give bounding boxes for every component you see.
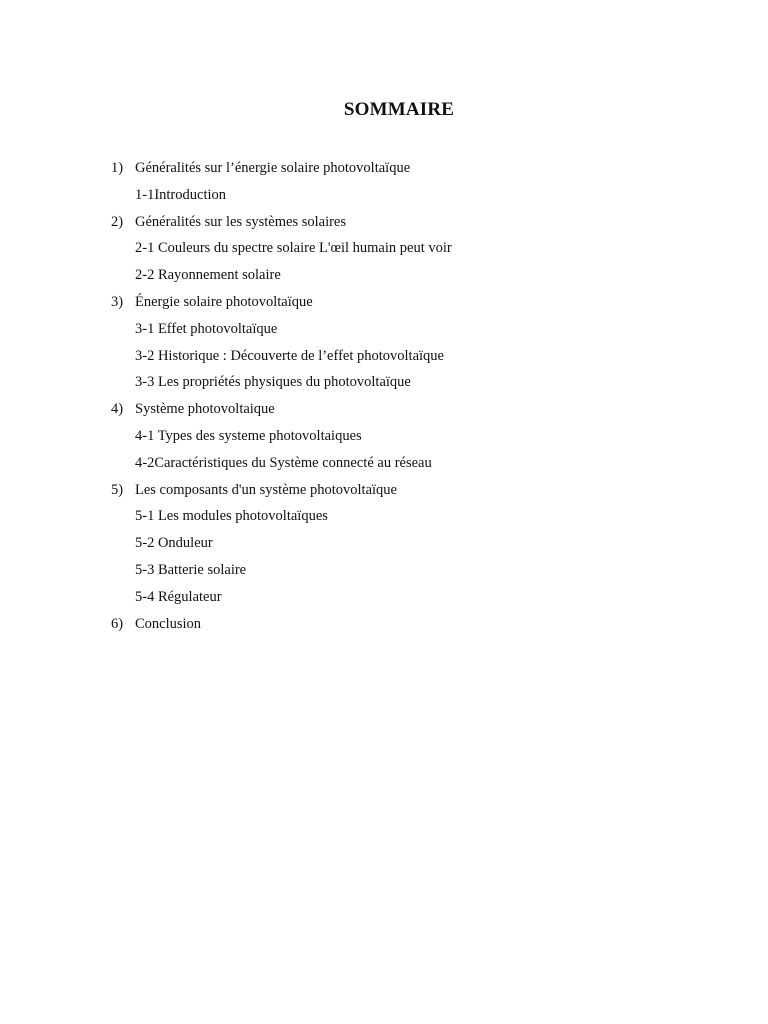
toc-subsection-title: 2-1 Couleurs du spectre solaire L'œil humain peut voir bbox=[135, 240, 452, 257]
toc-section-number: 6) bbox=[111, 615, 124, 632]
toc-section-title: Généralités sur les systèmes solaires bbox=[135, 213, 347, 230]
toc-section-number: 3) bbox=[111, 293, 124, 310]
toc-section-title: Système photovoltaique bbox=[135, 401, 275, 418]
toc-section-number: 1) bbox=[111, 160, 124, 176]
page-title: SOMMAIRE bbox=[343, 99, 455, 120]
toc-section-number: 4) bbox=[111, 401, 124, 418]
toc-subsection-title: 5-1 Les modules photovoltaïques bbox=[135, 508, 328, 525]
toc-subsection-title: 4-2Caractéristiques du Système connecté au réseau bbox=[135, 454, 432, 471]
toc-section-title: Énergie solaire photovoltaïque bbox=[135, 293, 313, 310]
toc-subsection-title: 3-1 Effet photovoltaïque bbox=[135, 320, 278, 337]
toc-subsection-title: 5-4 Régulateur bbox=[135, 588, 222, 605]
toc-section-number: 2) bbox=[111, 213, 124, 230]
toc-subsection-title: 3-3 Les propriétés physiques du photovoltaïque bbox=[135, 374, 411, 391]
toc-subsection-title: 5-3 Batterie solaire bbox=[135, 561, 247, 578]
toc-subsection-title: 4-1 Types des systeme photovoltaiques bbox=[135, 427, 362, 444]
toc-section-title: Les composants d'un système photovoltaïque bbox=[135, 481, 397, 498]
toc-section-title: Généralités sur l’énergie solaire photovoltaïque bbox=[135, 160, 411, 176]
toc-section-number: 5) bbox=[111, 481, 124, 498]
toc-subsection-title: 2-2 Rayonnement solaire bbox=[135, 267, 281, 284]
toc-subsection-title: 1-1Introduction bbox=[135, 186, 227, 203]
toc-subsection-title: 5-2 Onduleur bbox=[135, 535, 213, 552]
toc-section-title: Conclusion bbox=[135, 615, 202, 632]
toc-subsection-title: 3-2 Historique : Découverte de l’effet photovoltaïque bbox=[135, 347, 444, 364]
